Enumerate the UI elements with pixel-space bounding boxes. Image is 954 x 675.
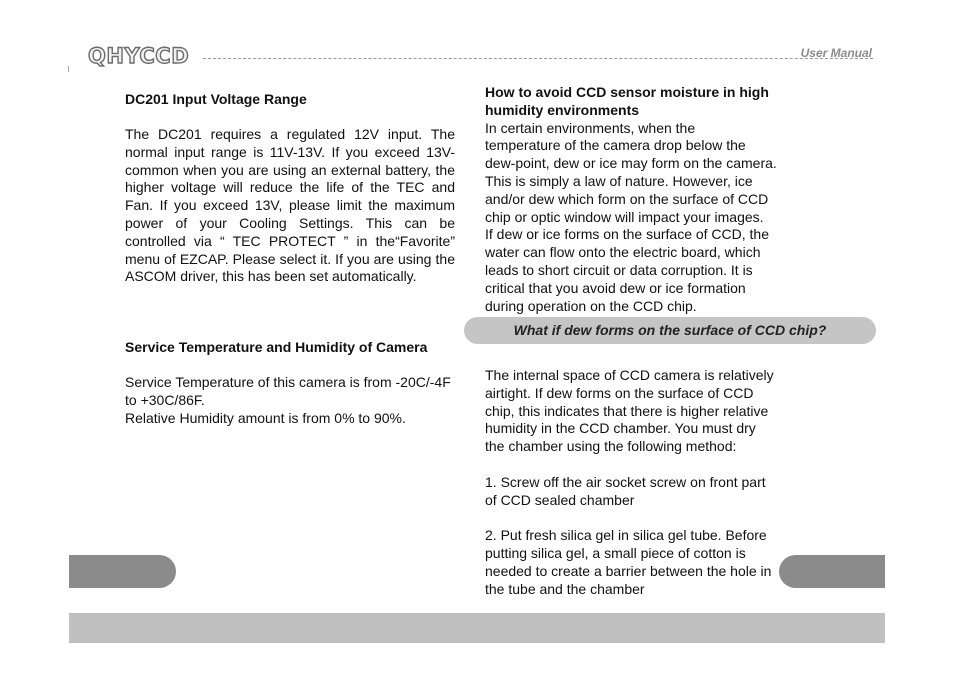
- text-line: temperature of the camera drop below the: [485, 137, 746, 154]
- text-line: The internal space of CCD camera is relatively: [485, 367, 774, 383]
- text-line: during operation on the CCD chip.: [485, 297, 697, 314]
- step-2: [485, 527, 800, 598]
- service-heading-block: [125, 339, 455, 357]
- dew-banner: [464, 317, 876, 344]
- text-line: chip, this indicates that there is higher relative: [485, 402, 769, 419]
- service-temperature-text: Service Temperature of this camera is from -20C/-4F to +30C/86F.: [125, 374, 451, 408]
- text-line: This is simply a law of nature. However, ice: [485, 172, 753, 189]
- text-line: 2. Put fresh silica gel in silica gel tube. Before: [485, 527, 767, 544]
- text-line: airtight. If dew forms on the surface of CCD: [485, 384, 754, 401]
- text-line: and/or dew which form on the surface of CCD: [485, 190, 769, 207]
- header-divider: [203, 58, 873, 59]
- text-line: putting silica gel, a small piece of cotton is: [485, 544, 746, 561]
- qhyccd-logo: QHYCCD: [88, 44, 190, 68]
- service-text-block: [125, 374, 455, 427]
- text-line: the chamber using the following method:: [485, 438, 737, 455]
- dew-section: [485, 367, 800, 598]
- moisture-heading: How to avoid CCD sensor moisture in high humidity environments: [485, 84, 769, 118]
- footer-bar: [69, 613, 885, 643]
- text-line: critical that you avoid dew or ice formation: [485, 279, 746, 296]
- text-line: chip or optic window will impact your images.: [485, 208, 764, 225]
- moisture-section: [485, 84, 800, 315]
- dc201-paragraph: The DC201 requires a regulated 12V input. The normal input range is 11V-13V. If you exceed 13V- common when you are using an external battery, the higher voltage will reduce the life of the TEC and Fan. If you exceed 13V, please limit the maximum power of your Cooling Settings. This can be controlled via “ TEC PROTECT ” in the“Favorite” menu of EZCAP. Please select it. If you are using the ASCOM driver, this has been set automatically.: [125, 126, 455, 285]
- user-manual-label: User Manual: [800, 46, 872, 60]
- dew-paragraph: [485, 367, 800, 456]
- moisture-paragraph: [485, 120, 800, 316]
- left-page-tab: [69, 555, 176, 588]
- humidity-text: Relative Humidity amount is from 0% to 90%.: [125, 409, 406, 426]
- dc201-heading: DC201 Input Voltage Range: [125, 91, 307, 107]
- text-line: of CCD sealed chamber: [485, 491, 635, 508]
- left-column: [125, 91, 455, 109]
- step-1: [485, 474, 800, 510]
- text-line: humidity in the CCD chamber. You must dry: [485, 420, 756, 437]
- dew-banner-text: What if dew forms on the surface of CCD chip?: [513, 322, 827, 338]
- text-line: leads to short circuit or data corruption. It is: [485, 261, 753, 278]
- text-line: water can flow onto the electric board, which: [485, 244, 761, 261]
- dc201-paragraph-block: [125, 126, 455, 286]
- text-line: 1. Screw off the air socket screw on front part: [485, 473, 766, 490]
- text-line: In certain environments, when the: [485, 119, 696, 136]
- text-line: the tube and the chamber: [485, 580, 645, 597]
- text-line: needed to create a barrier between the hole in: [485, 562, 772, 579]
- service-temperature-heading: Service Temperature and Humidity of Camera: [125, 339, 428, 355]
- margin-mark: [68, 66, 69, 72]
- text-line: If dew or ice forms on the surface of CCD, the: [485, 226, 770, 243]
- text-line: dew-point, dew or ice may form on the camera.: [485, 155, 777, 172]
